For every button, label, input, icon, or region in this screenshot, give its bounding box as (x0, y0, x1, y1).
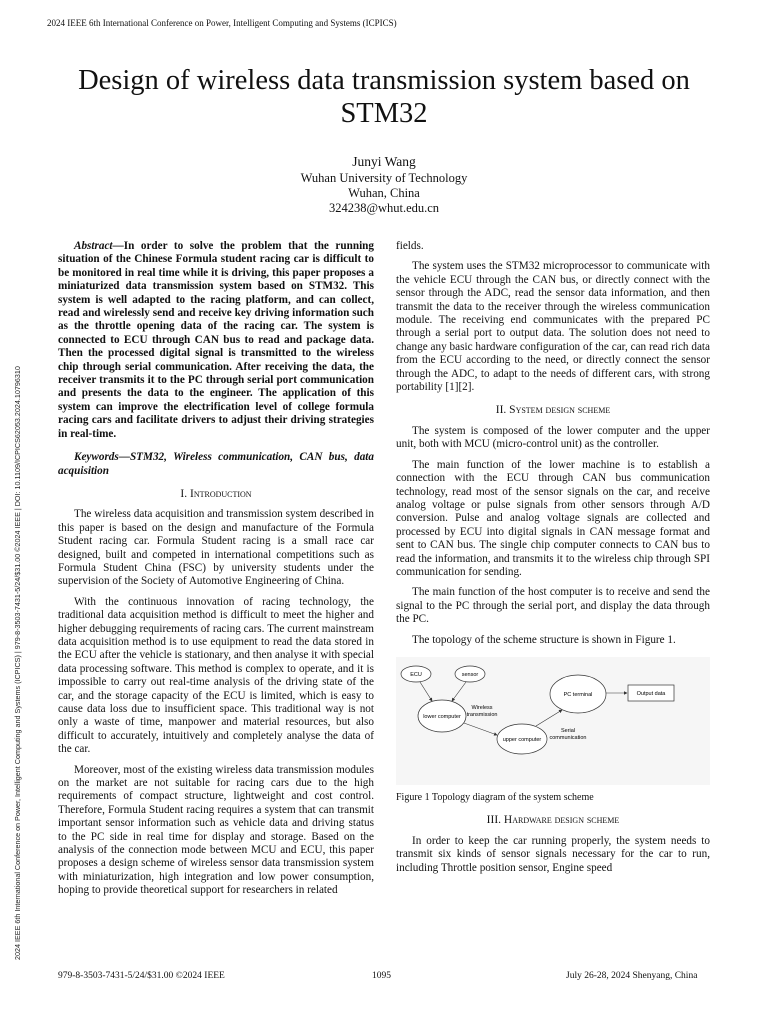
section-heading-hardware-design: III. Hardware design scheme (486, 814, 620, 827)
serial-label-1: Serial (560, 727, 576, 734)
section-heading-system-design: II. System design scheme (495, 404, 611, 417)
intro-paragraph-1: The wireless data acquisition and transmission system described in this paper is based on the design and manufacture of the Formula Student racing car. Formula Student racing is a small race car designed, built and competed in international competitions such as Formula Student China (FSC) by university students under the supervision of the Society of Automotive Engineering of China. (58, 508, 374, 588)
sensor-label: sensor (461, 671, 479, 678)
abstract (58, 240, 374, 441)
wireless-label-1: Wireless (471, 704, 493, 711)
paper-title: Design of wireless data transmission system based on STM32 (78, 65, 690, 129)
system-paragraph-3: The main function of the host computer is to receive and send the signal to the PC through the serial port, and display the data through the PC. (396, 586, 710, 626)
wireless-label-2: transmission (466, 711, 498, 718)
ecu-label: ECU (410, 671, 422, 678)
pc-terminal-label: PC terminal (563, 691, 593, 698)
figure-1-topology-diagram (396, 657, 710, 785)
right-column (396, 240, 710, 875)
footer-date-place: July 26-28, 2024 Shenyang, China (566, 971, 698, 981)
author-location: Wuhan, China (348, 186, 420, 200)
hardware-paragraph-1: In order to keep the car running properly, the system needs to transmit six kinds of sensor signals necessary for the car to run, including Throttle position sensor, Engine speed (396, 834, 710, 874)
intro-paragraph-4: The system uses the STM32 microprocessor to communicate with the vehicle ECU through the CAN bus, or directly connect with the sensor through the ADC, read the sensor data information, and then transmit the data to the receiver through the wireless communication module. The receiving end communicates with the prepared PC through a serial port to output data. The solution does not need to change any basic hardware configuration of the car, can read rich data from the ECU according to the need, or directly connect the sensor through the ADC, to adapt to the needs of different cars, with strong portability [1][2]. (396, 260, 710, 394)
footer-page-number: 1095 (372, 971, 391, 981)
abstract-label: Abstract (74, 240, 113, 252)
footer-isbn: 979-8-3503-7431-5/24/$31.00 ©2024 IEEE (58, 971, 225, 981)
intro-paragraph-3-continued: fields. (396, 240, 424, 252)
lower-computer-label: lower computer (423, 713, 461, 720)
author-affiliation: Wuhan University of Technology (300, 171, 468, 185)
system-paragraph-4: The topology of the scheme structure is shown in Figure 1. (412, 633, 676, 646)
abstract-text: —In order to solve the problem that the running situation of the Chinese Formula student racing car is difficult to be monitored in real time while it is driving, this paper proposes a miniaturized data transmission system based on STM32. This system is well adapted to the racing platform, and can collect, read and wirelessly send and receive key driving information such as the throttle opening data of the racing car. The system is connected to ECU through CAN bus to read and package data. Then the processed digital signal is transmitted to the wireless chip through serial communication. After receiving the data, the receiver transmits it to the PC through serial port communication and presents the data to the engineer. The application of this system can improve the electrification level of college formula racing cars and facilitate drivers to adjust their driving strategies in real-time. (58, 240, 374, 440)
left-column (58, 240, 374, 898)
intro-paragraph-2: With the continuous innovation of racing technology, the traditional data acquisition method is difficult to meet the higher and higher debugging requirements of racing cars. The current mainstream data acquisition method is to use equipment to read the data stored in the ECU after the vehicle is stationary, and then analyse it with special data processing software. This method is complex to operate, and it is impossible to carry out real-time analysis of the driving state of the car, and the storage capacity of the ECU is limited, which is easy to cause data loss due to insufficient space. This traditional way is not only a waste of time, manpower and material resources, but also difficult to accurately, intuitively and completely analyse the data of the car. (58, 595, 374, 756)
author-block (200, 154, 568, 216)
section-heading-introduction: I. Introduction (180, 487, 252, 500)
side-margin-citation: 2024 IEEE 6th International Conference on Power, Intelligent Computing and Systems (ICPICS) | 979-8-3503-7431-5/24/$31.00 ©2024 IEEE | DOI: 10.1109/ICPICS62053.2024.10796310 (13, 366, 22, 960)
conference-header: 2024 IEEE 6th International Conference on Power, Intelligent Computing and Systems (ICPICS) (47, 18, 397, 28)
output-data-label: Output data (636, 690, 666, 697)
intro-paragraph-3: Moreover, most of the existing wireless data transmission modules on the market are not suitable for racing cars due to the high requirements of compact structure, lightweight and cost control. Therefore, Formula Student racing requires a system that can transmit important sensor information such as vehicle data and driving status to the PC side in real time for display and storage. Based on the analysis of the connection mode between MCU and ECU, this paper proposes a design scheme of wireless sensor data transmission system with miniaturization, high integration and low power consumption, hoping to provide theoretical support for researchers in related (58, 763, 374, 897)
upper-computer-label: upper computer (502, 736, 542, 743)
system-paragraph-2: The main function of the lower machine is to establish a connection with the ECU through CAN bus communication technology, read most of the sensor signals on the car, and receive analog voltage or pulse signals from other sensors through A/D conversion. Pulse and analog voltage signals are collected and processed by ECU into digital signals in CAN message format and sent to CAN bus. The single chip computer connects to CAN bus to read the information, and transmits it to the wireless chip through SPI communication for sending. (396, 458, 710, 578)
system-paragraph-1: The system is composed of the lower computer and the upper unit, both with MCU (micro-control unit) as the controller. (396, 424, 710, 451)
author-email: 324238@whut.edu.cn (328, 201, 440, 215)
author-name: Junyi Wang (352, 154, 416, 169)
keywords: Keywords—STM32, Wireless communication, CAN bus, data acquisition (58, 451, 374, 477)
figure-1-caption: Figure 1 Topology diagram of the system scheme (396, 791, 594, 803)
serial-label-2: communication (549, 734, 587, 741)
